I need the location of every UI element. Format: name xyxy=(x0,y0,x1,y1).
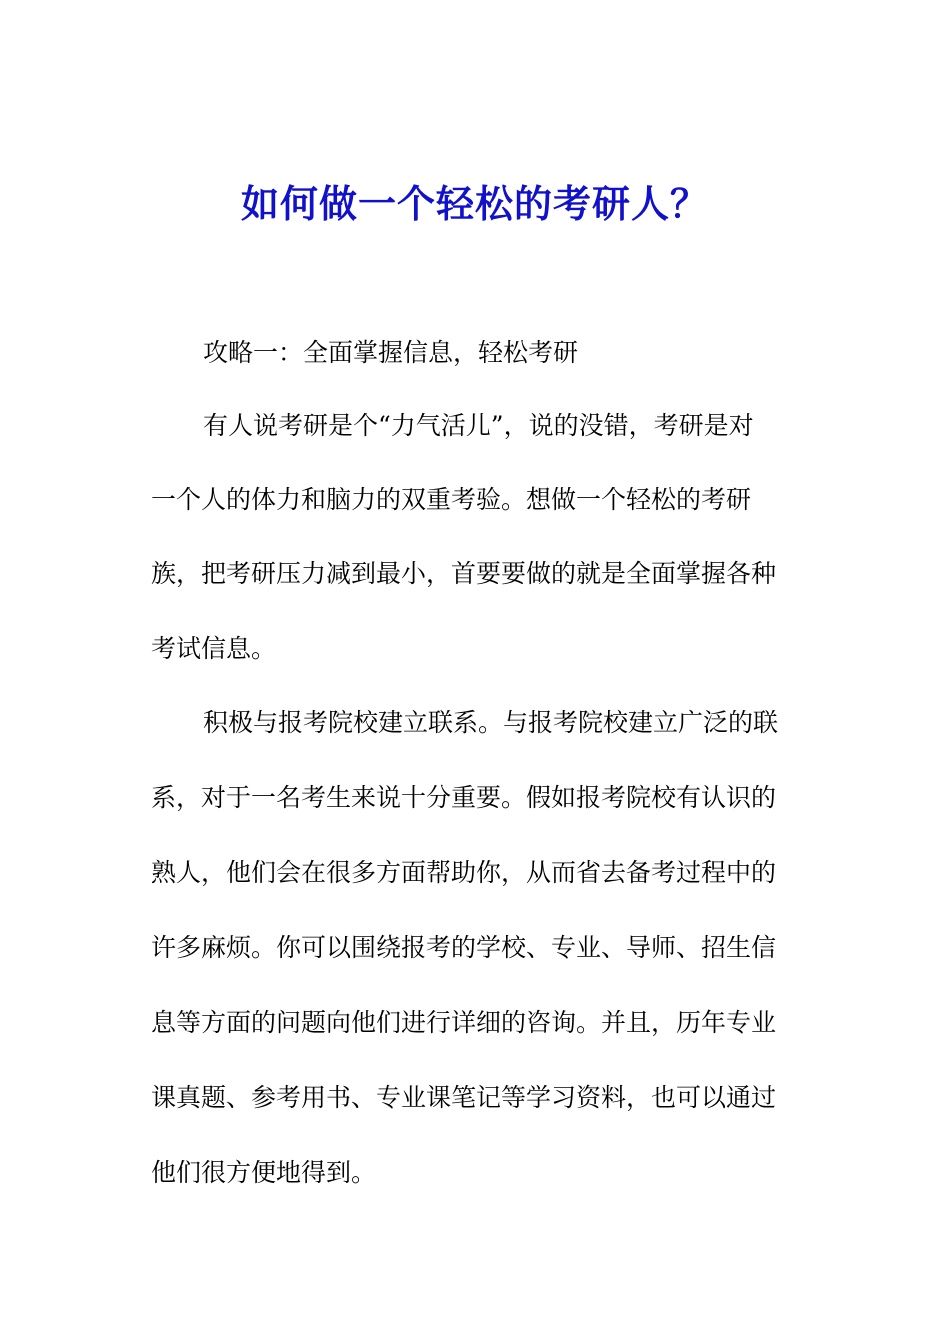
page-title: 如何做一个轻松的考研人？ xyxy=(240,181,709,226)
paragraph-line: 积极与报考院校建立联系。与报考院校建立广泛的联 xyxy=(203,708,779,737)
paragraph-line: 一个人的体力和脑力的双重考验。想做一个轻松的考研 xyxy=(151,485,752,514)
section-heading: 攻略一：全面掌握信息，轻松考研 xyxy=(203,338,579,367)
paragraph-line: 息等方面的问题向他们进行详细的咨询。并且，历年专业 xyxy=(151,1008,777,1037)
paragraph-line: 他们很方便地得到。 xyxy=(151,1158,377,1187)
paragraph-line: 族，把考研压力减到最小，首要要做的就是全面掌握各种 xyxy=(151,559,777,588)
paragraph-line: 许多麻烦。你可以围绕报考的学校、专业、导师、招生信 xyxy=(151,933,777,962)
paragraph-line: 系，对于一名考生来说十分重要。假如报考院校有认识的 xyxy=(151,783,777,812)
paragraph-line: 考试信息。 xyxy=(151,634,277,663)
paragraph-line: 有人说考研是个“力气活儿”，说的没错，考研是对 xyxy=(203,411,754,440)
paragraph-line: 熟人，他们会在很多方面帮助你，从而省去备考过程中的 xyxy=(151,858,777,887)
paragraph-line: 课真题、参考用书、专业课笔记等学习资料，也可以通过 xyxy=(151,1083,777,1112)
